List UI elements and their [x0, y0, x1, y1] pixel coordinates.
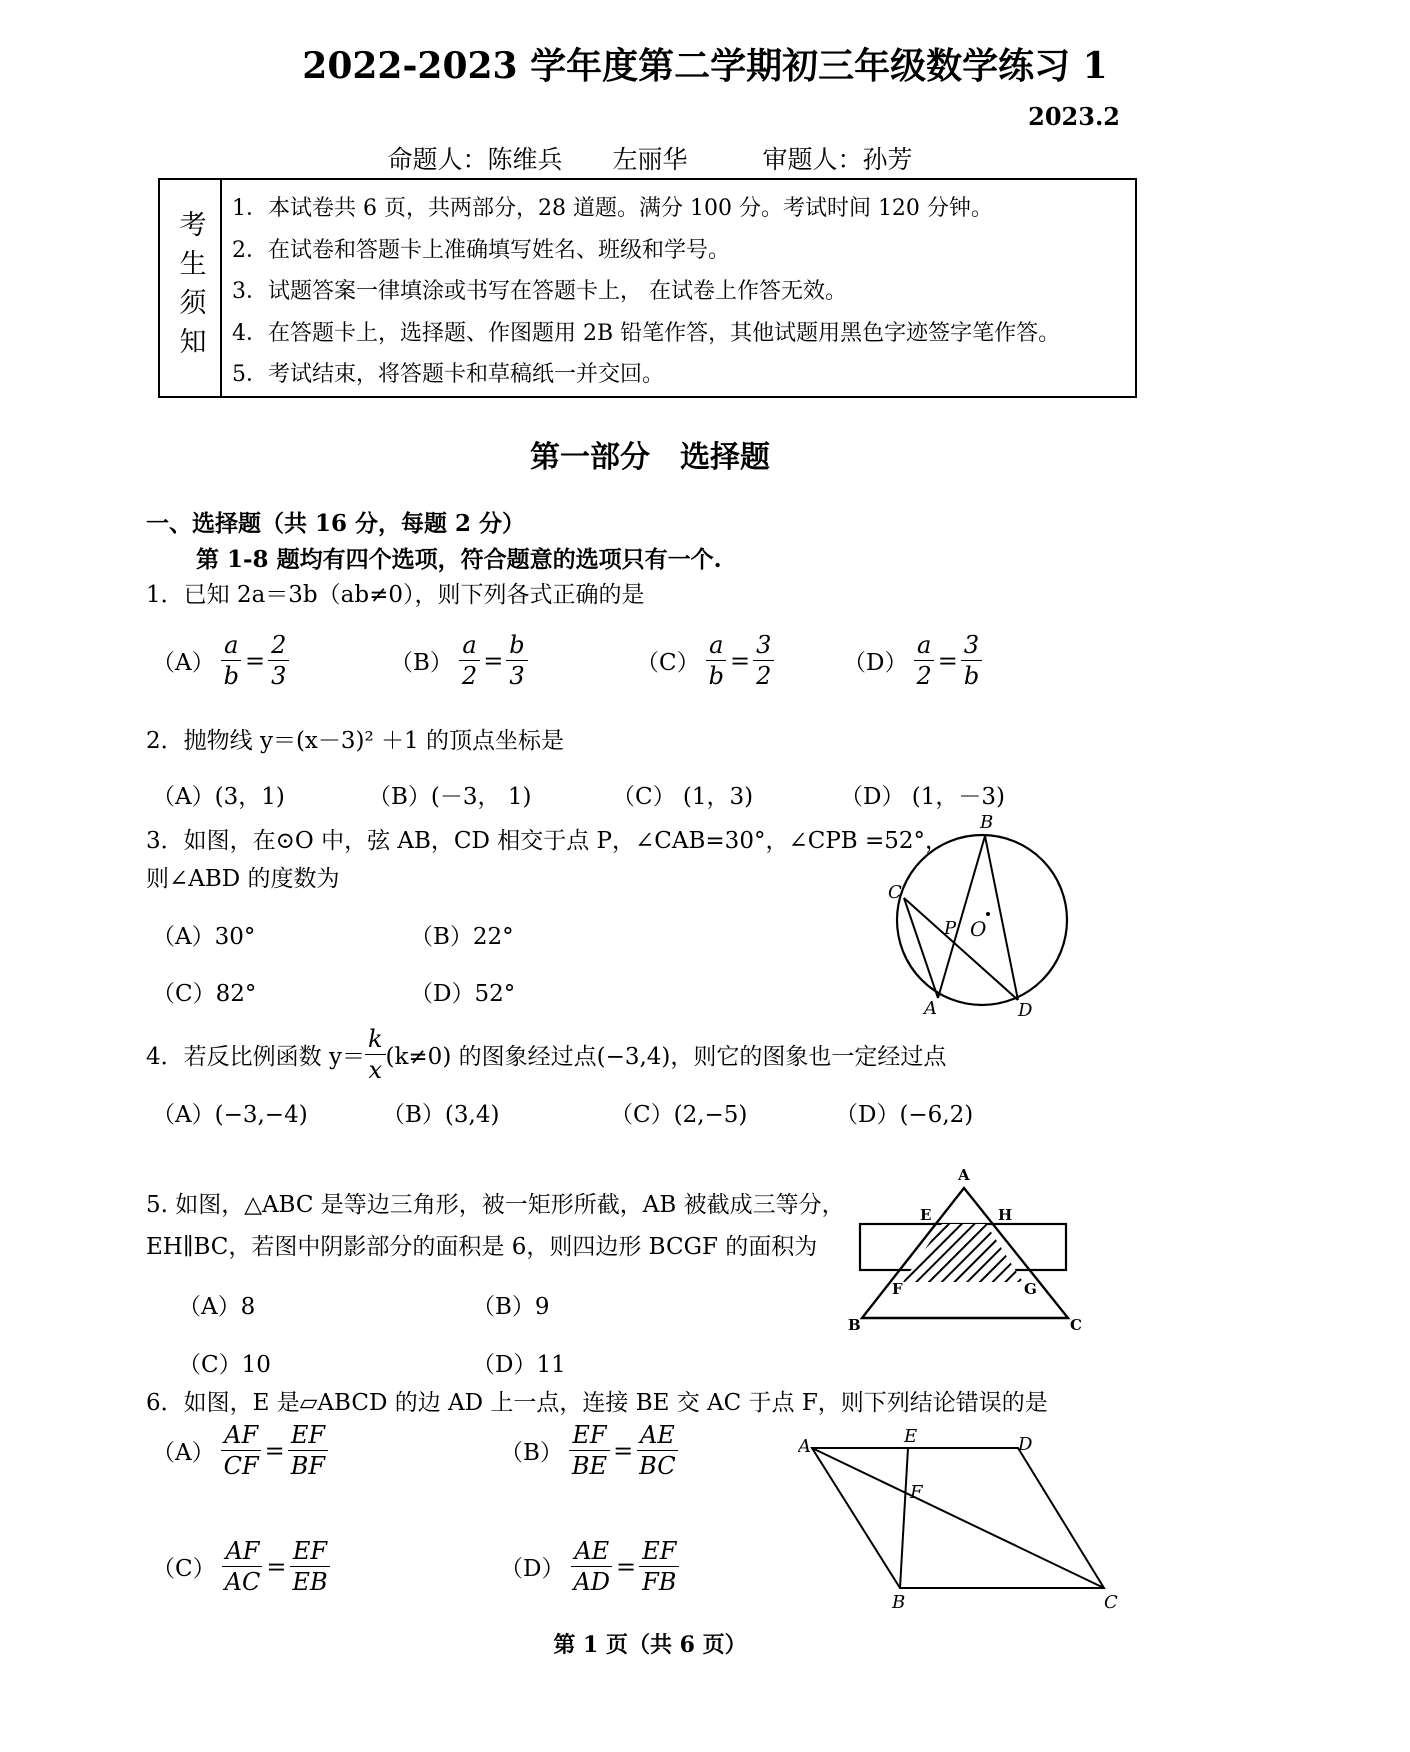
- q1-option-d[interactable]: （D） $\frac{a}{2}$ = $\frac{3}{b}$: [843, 630, 982, 691]
- shaded-region: [903, 1224, 1023, 1282]
- label-d: D: [1018, 1434, 1033, 1455]
- notice-item: 1．本试卷共 6 页，共两部分，28 道题。满分 100 分。考试时间 120 分钟。: [232, 196, 993, 221]
- page-footer: 第 1 页（共 6 页）: [553, 1632, 747, 1658]
- q4-stem: 4．若反比例函数 y＝ $\frac{k}{x}$ (k≠0) 的图象经过点(−3,4)，则它的图象也一定经过点: [146, 1025, 947, 1084]
- q1-option-b[interactable]: （B） $\frac{a}{2}$ = $\frac{b}{3}$: [390, 630, 528, 691]
- q2-option-a[interactable]: （A）(3，1): [152, 784, 285, 810]
- label-e: E: [920, 1206, 932, 1224]
- label-f: F: [910, 1482, 923, 1503]
- notice-item: 4．在答题卡上，选择题、作图题用 2B 铅笔作答，其他试题用黑色字迹签字笔作答。: [232, 320, 1061, 346]
- q2-stem: 2．抛物线 y＝(x－3)² ＋1 的顶点坐标是: [146, 728, 564, 754]
- label-b: B: [980, 812, 994, 833]
- page-title: 2022-2023 学年度第二学期初三年级数学练习 1: [302, 45, 1108, 87]
- q4-option-d[interactable]: （D）(−6,2): [835, 1102, 974, 1128]
- center-dot: [986, 912, 990, 916]
- q1-stem: 1．已知 2a＝3b（ab≠0），则下列各式正确的是: [146, 582, 645, 608]
- exam-date: 2023.2: [1028, 102, 1120, 131]
- q3-stem-line2: 则∠ABD 的度数为: [146, 866, 340, 892]
- label-o: O: [970, 917, 987, 941]
- q6-option-b[interactable]: （B） $\frac{EF}{BE}$ = $\frac{AE}{BC}$: [500, 1420, 679, 1481]
- q5-option-a[interactable]: （A）8: [178, 1294, 256, 1320]
- q5-option-c[interactable]: （C）10: [178, 1352, 271, 1378]
- q6-stem: 6．如图，E 是▱ABCD 的边 AD 上一点，连接 BE 交 AC 于点 F，则下列结论错误的是: [146, 1390, 1048, 1416]
- label-e: E: [904, 1428, 918, 1447]
- q2-option-d[interactable]: （D） (1，－3): [840, 784, 1005, 810]
- segment-be: [900, 1448, 908, 1588]
- q3-option-b[interactable]: （B）22°: [410, 924, 514, 950]
- q5-stem-line1: 5. 如图，△ABC 是等边三角形，被一矩形所截，AB 被截成三等分，: [146, 1192, 845, 1218]
- authors-line: 命题人：陈维兵 左丽华 审题人：孙芳: [387, 145, 913, 174]
- label-d: D: [1018, 1000, 1033, 1018]
- q6-option-c[interactable]: （C） $\frac{AF}{AC}$ = $\frac{EF}{EB}$: [152, 1536, 331, 1597]
- part-title: 第一部分 选择题: [530, 440, 770, 475]
- notice-item: 3．试题答案一律填涂或书写在答题卡上， 在试卷上作答无效。: [232, 279, 847, 304]
- q3-option-d[interactable]: （D）52°: [410, 981, 516, 1007]
- label-c: C: [888, 882, 902, 903]
- label-b: B: [848, 1316, 861, 1334]
- q3-stem-line1: 3．如图，在⊙O 中，弦 AB，CD 相交于点 P，∠CAB=30°，∠CPB =52°，: [146, 828, 949, 854]
- q4-option-a[interactable]: （A）(−3,−4): [152, 1102, 308, 1128]
- q6-option-d[interactable]: （D） $\frac{AE}{AD}$ = $\frac{EF}{FB}$: [500, 1536, 679, 1597]
- label-a: A: [798, 1436, 811, 1457]
- q6-parallelogram-figure: [798, 1428, 1124, 1612]
- q3-option-a[interactable]: （A）30°: [152, 924, 256, 950]
- q5-option-d[interactable]: （D）11: [472, 1352, 566, 1378]
- q1-option-c[interactable]: （C） $\frac{a}{b}$ = $\frac{3}{2}$: [636, 630, 774, 691]
- notice-label: 考生须知: [160, 180, 222, 396]
- label-a: A: [958, 1166, 970, 1184]
- label-f: F: [892, 1280, 903, 1298]
- q5-triangle-figure: [848, 1158, 1088, 1334]
- label-p: P: [944, 918, 957, 939]
- label-g: G: [1024, 1280, 1037, 1298]
- label-b: B: [892, 1592, 906, 1612]
- notice-item: 2．在试卷和答题卡上准确填写姓名、班级和学号。: [232, 237, 730, 263]
- q3-circle-figure: [880, 808, 1080, 1018]
- notice-box: [158, 178, 1137, 398]
- q4-option-b[interactable]: （B）(3,4): [382, 1102, 500, 1128]
- q2-option-b[interactable]: （B）(－3， 1): [368, 784, 532, 810]
- q6-option-a[interactable]: （A） $\frac{AF}{CF}$ = $\frac{EF}{BF}$: [152, 1420, 328, 1481]
- q5-option-b[interactable]: （B）9: [472, 1294, 550, 1320]
- label-h: H: [998, 1206, 1013, 1224]
- q2-option-c[interactable]: （C） (1，3): [612, 784, 754, 810]
- q5-stem-line2: EH∥BC，若图中阴影部分的面积是 6，则四边形 BCGF 的面积为: [146, 1234, 818, 1260]
- notice-items: [232, 188, 1060, 396]
- notice-item: 5．考试结束，将答题卡和草稿纸一并交回。: [232, 362, 664, 387]
- section-instruction: 第 1-8 题均有四个选项，符合题意的选项只有一个.: [196, 546, 722, 573]
- label-a: A: [924, 998, 937, 1018]
- label-c: C: [1104, 1592, 1118, 1612]
- q4-option-c[interactable]: （C）(2,−5): [610, 1102, 748, 1128]
- label-c: C: [1070, 1316, 1082, 1334]
- section-heading: 一、选择题（共 16 分，每题 2 分）: [146, 510, 526, 537]
- q3-option-c[interactable]: （C）82°: [152, 981, 257, 1007]
- q1-option-a[interactable]: （A） $\frac{a}{b}$ = $\frac{2}{3}$: [152, 630, 289, 691]
